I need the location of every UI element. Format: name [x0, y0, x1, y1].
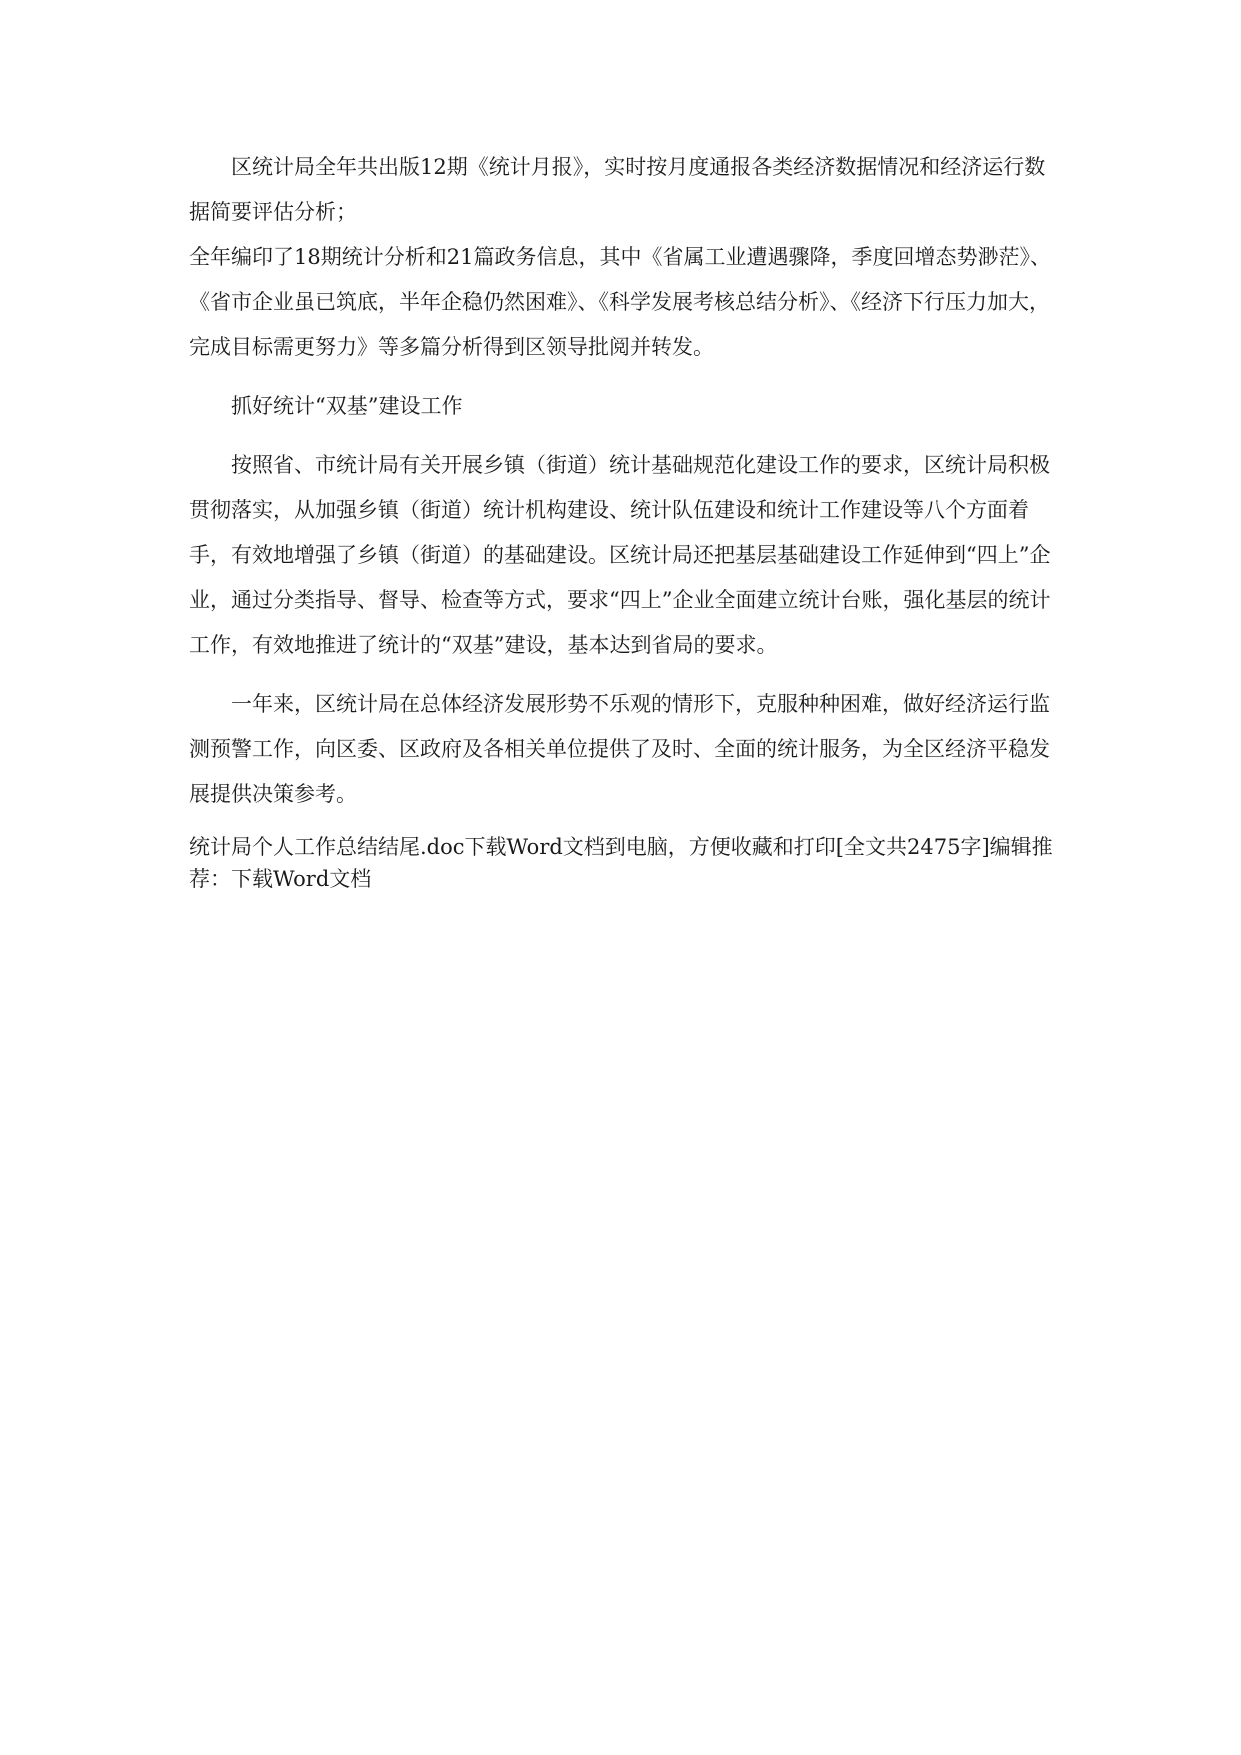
download-footer: 统计局个人工作总结结尾.doc下载Word文档到电脑，方便收藏和打印[全文共2475字]编辑推荐：下载Word文档 — [189, 835, 1053, 891]
paragraph-2: 全年编印了18期统计分析和21篇政务信息，其中《省属工业遭遇骤降，季度回增态势渺茫》、《省市企业虽已筑底，半年企稳仍然困难》、《科学发展考核总结分析》、《经济下行压力加大，完成目标需更努力》等多篇分析得到区领导批阅并转发。 — [189, 245, 1051, 359]
paragraph-3: 按照省、市统计局有关开展乡镇（街道）统计基础规范化建设工作的要求，区统计局积极贯彻落实，从加强乡镇（街道）统计机构建设、统计队伍建设和统计工作建设等八个方面着手，有效地增强了乡镇（街道）的基础建设。区统计局还把基层基础建设工作延伸到“四上”企业，通过分类指导、督导、检查等方式，要求“四上”企业全面建立统计台账，强化基层的统计工作，有效地推进了统计的“双基”建设，基本达到省局的要求。 — [189, 453, 1051, 657]
paragraph-4: 一年来，区统计局在总体经济发展形势不乐观的情形下，克服种种困难，做好经济运行监测预警工作，向区委、区政府及各相关单位提供了及时、全面的统计服务，为全区经济平稳发展提供决策参考。 — [189, 692, 1050, 806]
section-heading: 抓好统计“双基”建设工作 — [231, 394, 463, 418]
document-body — [189, 145, 1061, 909]
paragraph-1: 区统计局全年共出版12期《统计月报》，实时按月度通报各类经济数据情况和经济运行数据简要评估分析； — [189, 155, 1046, 224]
